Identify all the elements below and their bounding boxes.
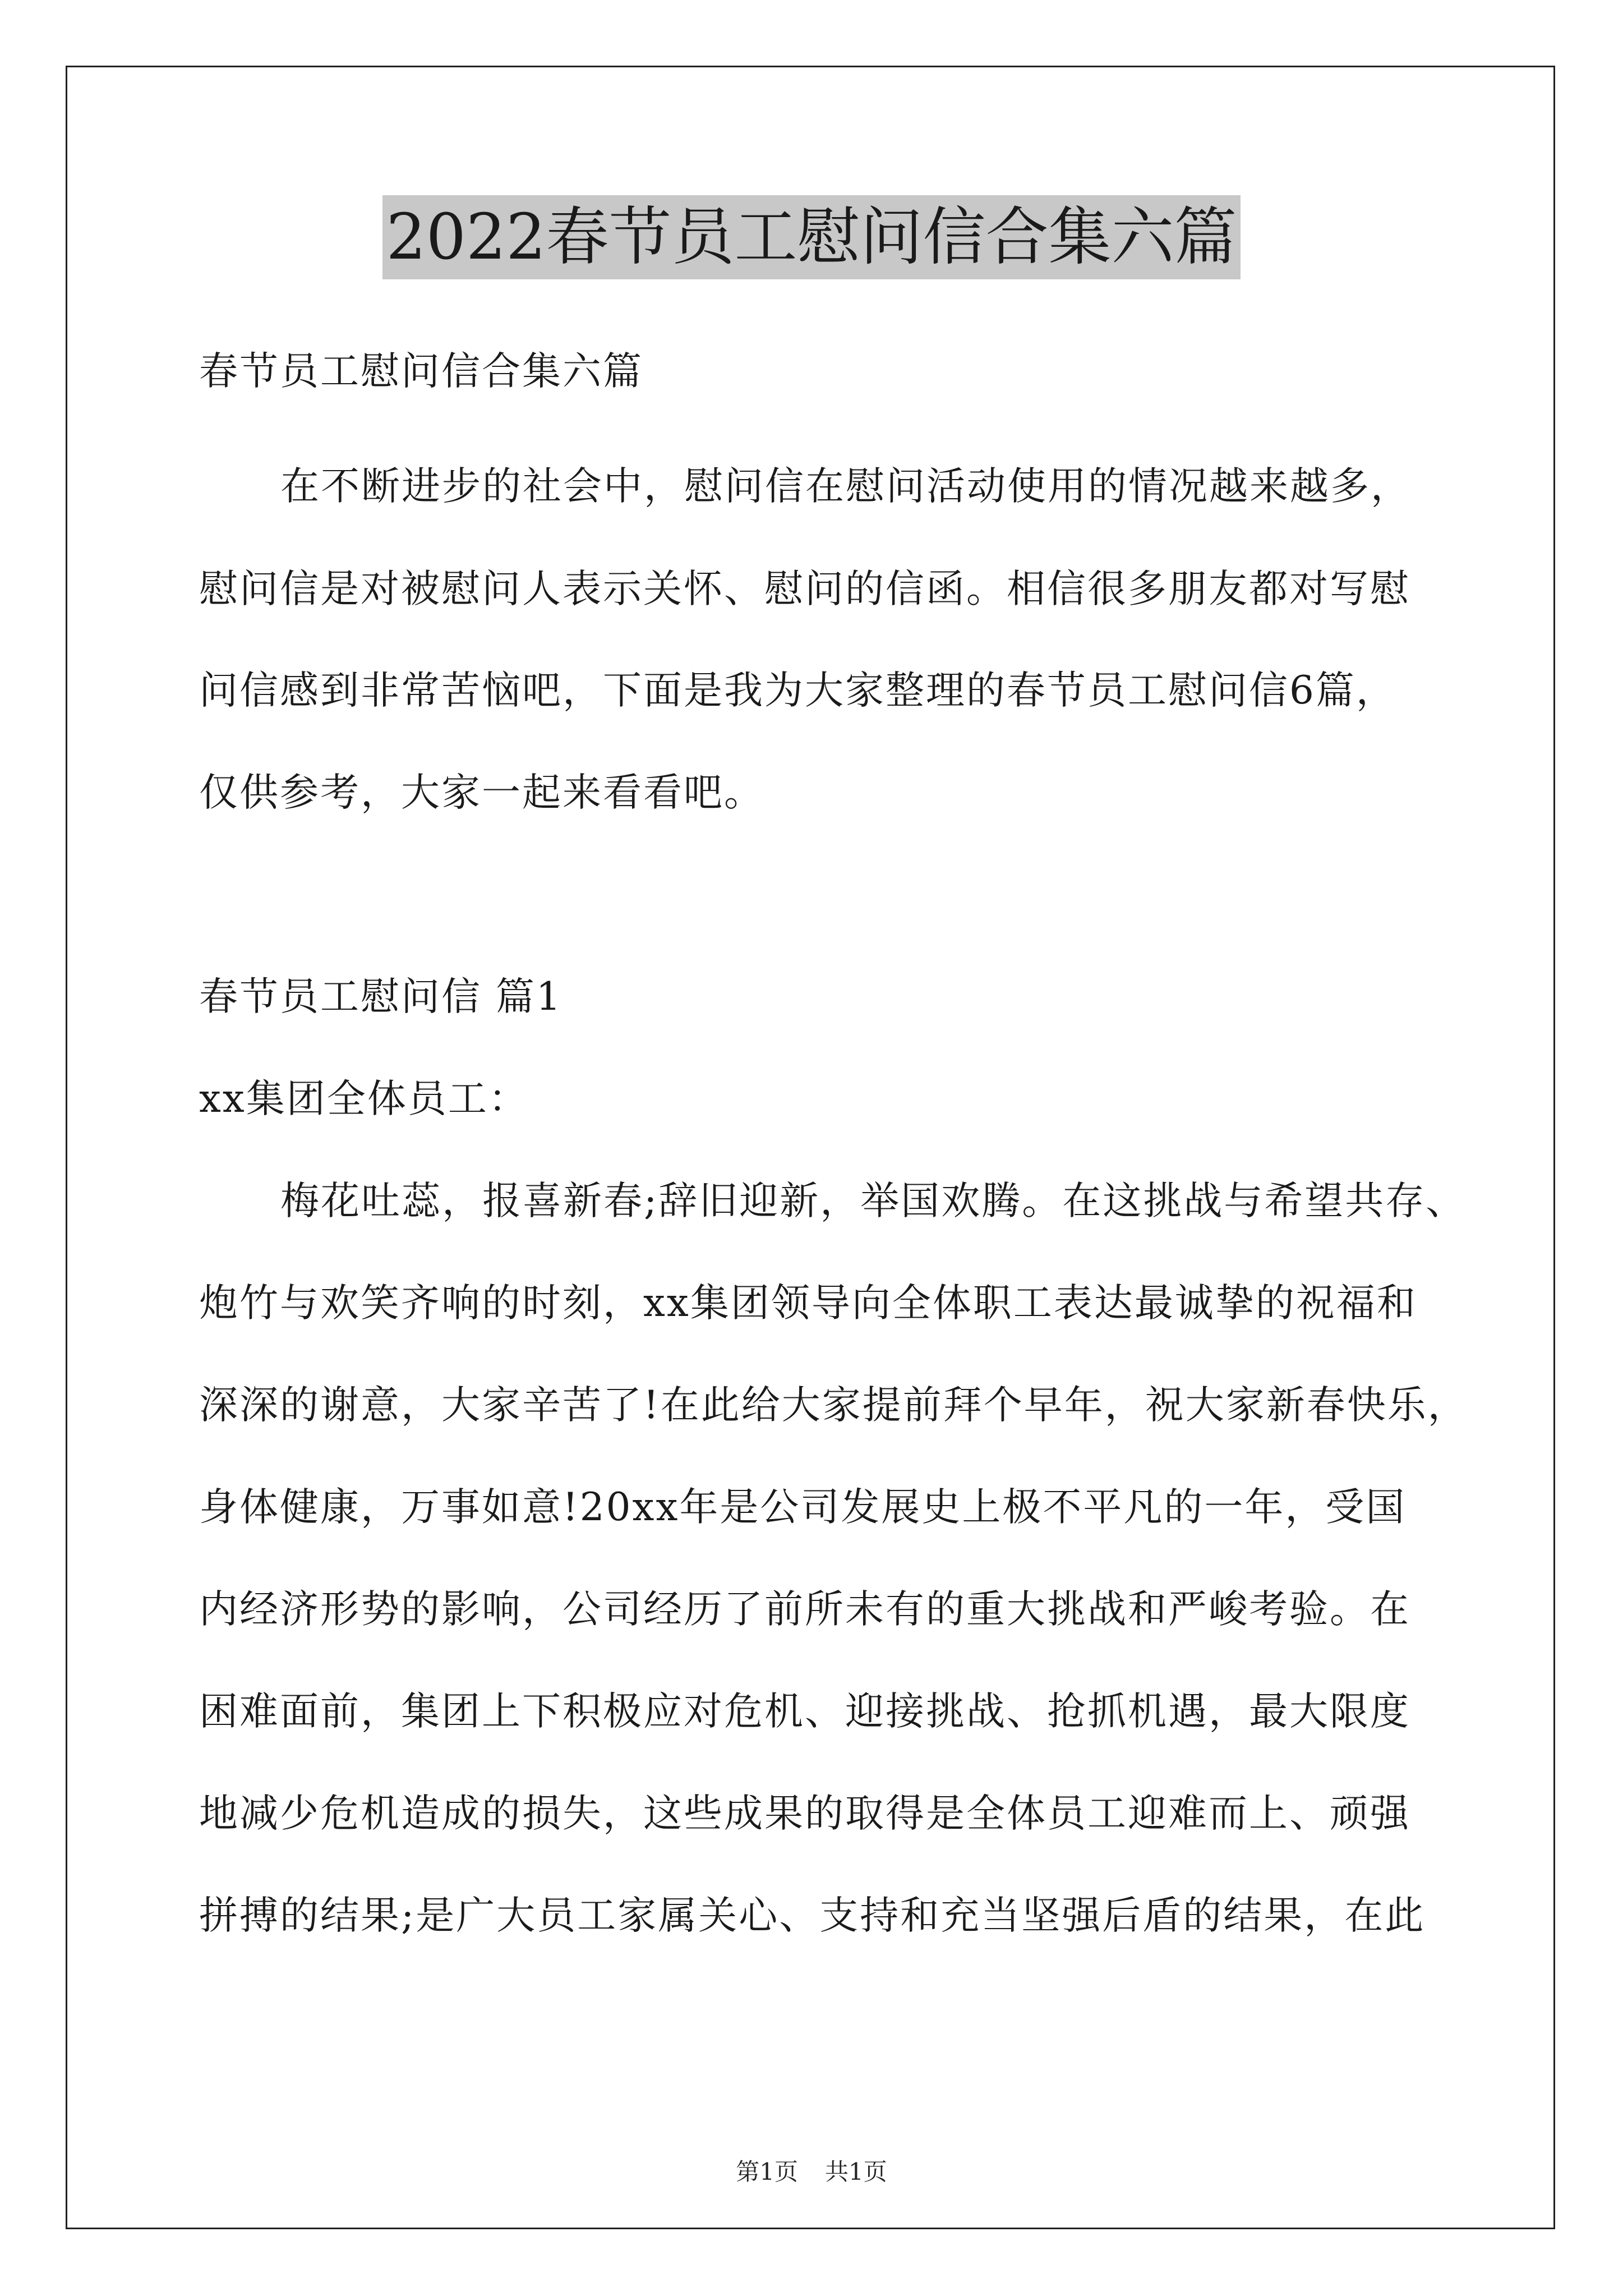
paragraph-line: 地减少危机造成的损失，这些成果的取得是全体员工迎难而上、顽强: [199, 1791, 1410, 1836]
page-total: 共1页: [825, 2158, 887, 2185]
paragraph-line: 困难面前，集团上下积极应对危机、迎接挑战、抢抓机遇，最大限度: [199, 1689, 1410, 1734]
title-container: [0, 195, 1623, 279]
section-heading: 春节员工慰问信 篇1: [199, 974, 562, 1019]
paragraph-line: 身体健康，万事如意!20xx年是公司发展史上极不平凡的一年，受国: [199, 1485, 1407, 1530]
salutation-line: xx集团全体员工：: [199, 1076, 529, 1121]
paragraph-line: 拼搏的结果;是广大员工家属关心、支持和充当坚强后盾的结果，在此: [199, 1893, 1426, 1938]
subtitle-line: 春节员工慰问信合集六篇: [199, 349, 643, 394]
page-footer: [0, 2155, 1623, 2189]
paragraph-line: 在不断进步的社会中，慰问信在慰问活动使用的情况越来越多，: [280, 464, 1411, 509]
paragraph-line: 慰问信是对被慰问人表示关怀、慰问的信函。相信很多朋友都对写慰: [199, 567, 1410, 611]
page-number: 第1页: [736, 2158, 798, 2185]
paragraph-line: 仅供参考，大家一起来看看吧。: [199, 770, 764, 815]
paragraph-line: 问信感到非常苦恼吧，下面是我为大家整理的春节员工慰问信6篇，: [199, 668, 1396, 713]
document-title: 2022春节员工慰问信合集六篇: [382, 195, 1240, 279]
paragraph-line: 深深的谢意，大家辛苦了!在此给大家提前拜个早年，祝大家新春快乐，: [199, 1383, 1468, 1428]
paragraph-line: 内经济形势的影响，公司经历了前所未有的重大挑战和严峻考验。在: [199, 1587, 1410, 1632]
paragraph-line: 炮竹与欢笑齐响的时刻，xx集团领导向全体职工表达最诚挚的祝福和: [199, 1281, 1417, 1326]
paragraph-line: 梅花吐蕊，报喜新春;辞旧迎新，举国欢腾。在这挑战与希望共存、: [280, 1179, 1467, 1223]
